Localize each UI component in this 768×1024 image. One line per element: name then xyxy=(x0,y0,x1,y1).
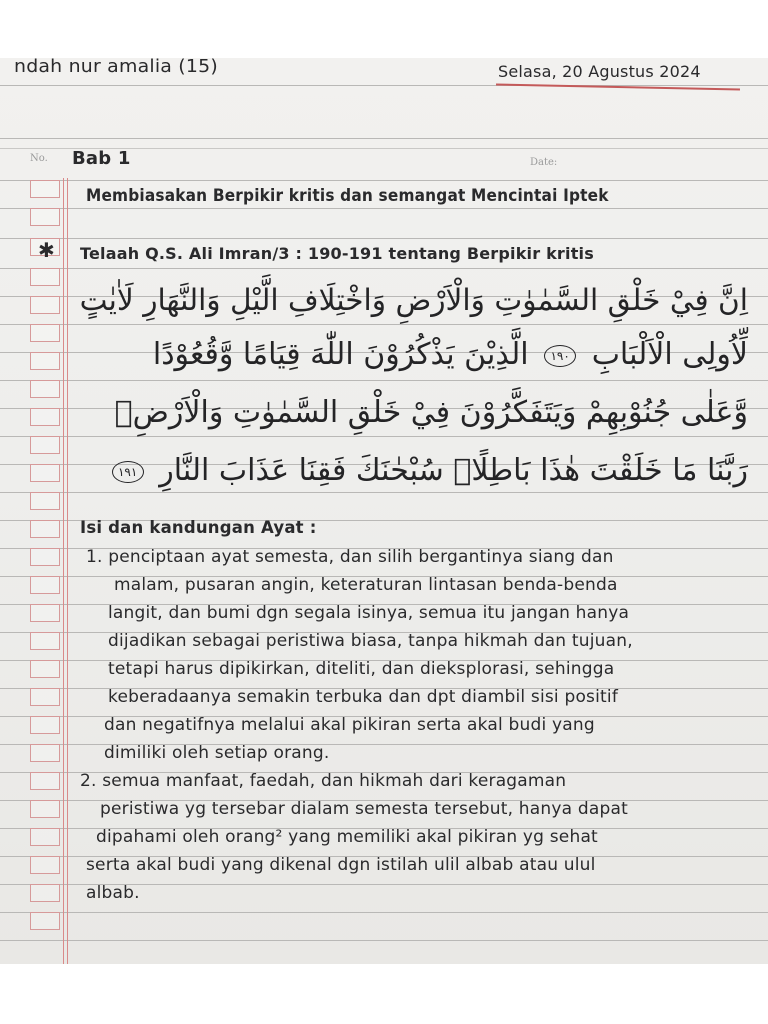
asterisk-icon: ✱ xyxy=(38,238,55,262)
margin-box xyxy=(30,688,60,706)
margin-box xyxy=(30,268,60,286)
content-line: 2. semua manfaat, faedah, dan hikmah dari keragaman xyxy=(80,771,567,791)
ruled-line xyxy=(0,324,768,325)
content-line: albab. xyxy=(86,883,140,903)
arabic-line-2-tail: الَّذِيْنَ يَذْكُرُوْنَ اللّٰهَ قِيَامًا وَّقُعُوْدًا xyxy=(152,337,529,372)
ayah-number-191: ١٩١ xyxy=(112,461,144,483)
margin-box xyxy=(30,912,60,930)
margin-box xyxy=(30,380,60,398)
student-name: ndah nur amalia (15) xyxy=(14,58,218,77)
margin-box xyxy=(30,296,60,314)
ruled-line xyxy=(0,436,768,437)
ruled-line xyxy=(0,138,768,139)
margin-box xyxy=(30,772,60,790)
ruled-line xyxy=(0,268,768,269)
ruled-line xyxy=(0,208,768,209)
notebook-page xyxy=(0,58,768,964)
margin-box xyxy=(30,744,60,762)
arabic-line-2 xyxy=(78,335,748,375)
header-date: Selasa, 20 Agustus 2024 xyxy=(498,62,701,81)
margin-box xyxy=(30,208,60,226)
ayah-number-190: ١٩٠ xyxy=(544,345,576,367)
arabic-line-2-text: لِّاُولِى الْاَلْبَابِ xyxy=(591,337,748,372)
margin-box xyxy=(30,604,60,622)
section-heading: Telaah Q.S. Ali Imran/3 : 190-191 tentang Berpikir kritis xyxy=(80,244,594,263)
chapter-label: Bab 1 xyxy=(72,148,131,169)
content-line: 1. penciptaan ayat semesta, dan silih bergantinya siang dan xyxy=(86,547,614,567)
content-line: dan negatifnya melalui akal pikiran serta akal budi yang xyxy=(104,715,595,735)
content-heading: Isi dan kandungan Ayat : xyxy=(80,518,317,537)
margin-box xyxy=(30,548,60,566)
margin-box xyxy=(30,716,60,734)
content-line: dimiliki oleh setiap orang. xyxy=(104,743,330,763)
margin-box xyxy=(30,856,60,874)
margin-box xyxy=(30,464,60,482)
date-label: Date: xyxy=(530,157,558,168)
ruled-line xyxy=(0,238,768,239)
margin-box xyxy=(30,324,60,342)
margin-box xyxy=(30,180,60,198)
margin-box xyxy=(30,576,60,594)
margin-box xyxy=(30,492,60,510)
arabic-line-3: وَّعَلٰى جُنُوْبِهِمْ وَيَتَفَكَّرُوْنَ فِيْ خَلْقِ السَّمٰوٰتِ وَالْاَرْضِۚ xyxy=(114,395,748,430)
content-line: dipahami oleh orang² yang memiliki akal pikiran yg sehat xyxy=(96,827,598,847)
no-label: No. xyxy=(30,153,48,164)
ruled-line xyxy=(0,492,768,493)
margin-box xyxy=(30,884,60,902)
margin-box xyxy=(30,352,60,370)
arabic-line-4 xyxy=(78,451,748,491)
margin-line xyxy=(63,178,64,964)
margin-line xyxy=(67,178,68,964)
content-line: dijadikan sebagai peristiwa biasa, tanpa hikmah dan tujuan, xyxy=(108,631,633,651)
content-line: tetapi harus dipikirkan, diteliti, dan dieksplorasi, sehingga xyxy=(108,659,615,679)
margin-box xyxy=(30,408,60,426)
margin-box xyxy=(30,828,60,846)
ruled-line xyxy=(0,912,768,913)
ruled-line xyxy=(0,380,768,381)
content-line: serta akal budi yang dikenal dgn istilah ulil albab atau ulul xyxy=(86,855,596,875)
margin-box xyxy=(30,520,60,538)
margin-box xyxy=(30,800,60,818)
margin-box xyxy=(30,660,60,678)
content-line: langit, dan bumi dgn segala isinya, semua itu jangan hanya xyxy=(108,603,630,623)
content-line: keberadaanya semakin terbuka dan dpt diambil sisi positif xyxy=(108,687,619,707)
arabic-line-1: اِنَّ فِيْ خَلْقِ السَّمٰوٰتِ وَالْاَرْضِ وَاخْتِلَافِ الَّيْلِ وَالنَّهَارِ لَاٰيٰتٍ xyxy=(79,283,748,317)
ruled-line xyxy=(0,180,768,181)
content-line: peristiwa yg tersebar dialam semesta tersebut, hanya dapat xyxy=(100,799,628,819)
chapter-title: Membiasakan Berpikir kritis dan semangat Mencintai Iptek xyxy=(86,186,609,205)
ruled-line xyxy=(0,940,768,941)
margin-box xyxy=(30,436,60,454)
arabic-line-4-text: رَبَّنَا مَا خَلَقْتَ هٰذَا بَاطِلًاۚ سُبْحٰنَكَ فَقِنَا عَذَابَ النَّارِ xyxy=(159,453,748,488)
content-line: malam, pusaran angin, keteraturan lintasan benda-benda xyxy=(114,575,618,595)
margin-box xyxy=(30,632,60,650)
